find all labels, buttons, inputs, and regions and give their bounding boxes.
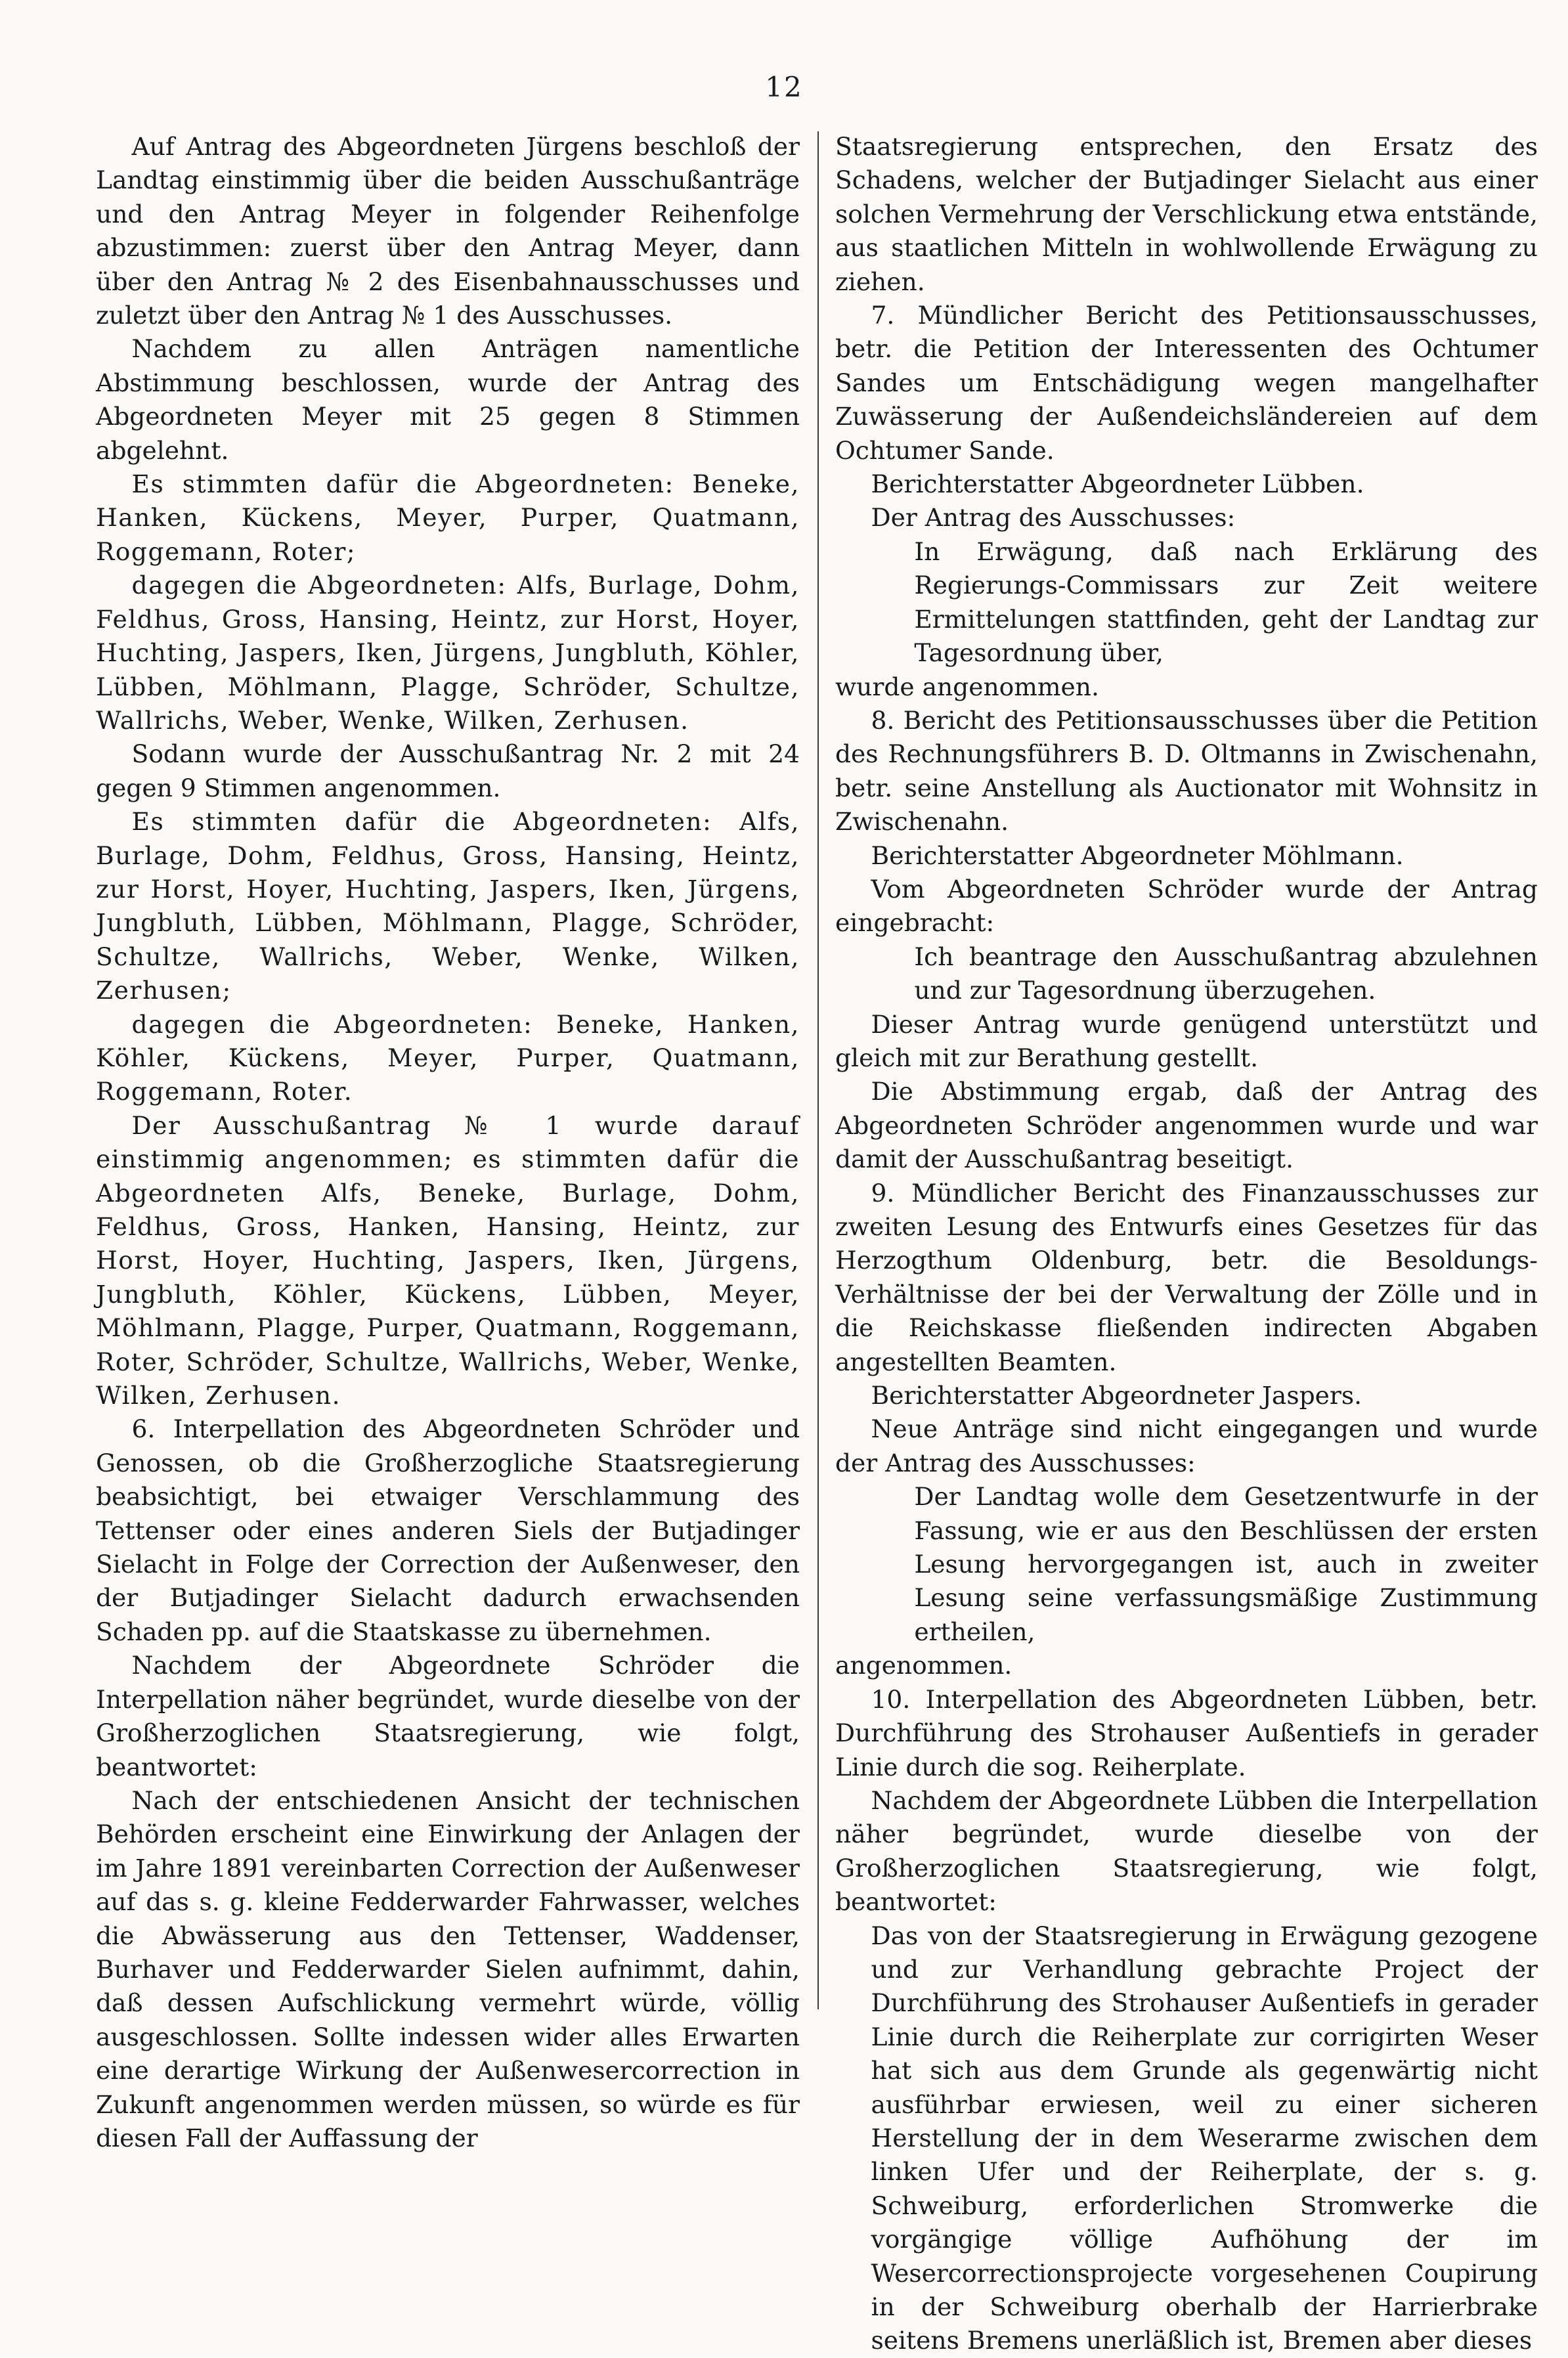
government-answer: Nach der entschiedenen Ansicht der technischen Behörden erscheint eine Einwirkung der Anlagen der im Jahre 1891 vereinbarten Correction der Außenweser auf das s. g. kleine Fedderwarder Fahrwasser, welches die Abwässerung aus den Tettenser, Waddenser, Burhaver und Fedderwarder Sielen aufnimmt, dahin, daß dessen Aufschlickung vermehrt würde, völlig ausgeschlossen. Sollte indessen wider alles Erwarten eine derartige Wirkung der Außenwesercorrection in Zukunft angenommen werden müssen, so würde es für diesen Fall der Auffassung der — [96, 1785, 800, 2152]
vote-for-list: Es stimmten dafür die Abgeordneten: Beneke, Hanken, Kückens, Meyer, Purper, Quatmann, Roggemann, Roter; — [96, 469, 800, 566]
paragraph: Neue Anträge sind nicht eingegangen und wurde der Antrag des Ausschusses: — [835, 1414, 1538, 1477]
page-number: 12 — [765, 71, 803, 103]
paragraph: Auf Antrag des Abgeordneten Jürgens beschloß der Landtag einstimmig über die beiden Ausschußanträge und den Antrag Meyer in folgender Reihenfolge abzustimmen: zuerst über den Antrag Meyer, dann über den Antrag № 2 des Eisenbahnausschusses und zuletzt über den Antrag № 1 des Ausschusses. — [96, 132, 800, 330]
agenda-item-9: 9. Mündlicher Bericht des Finanzausschusses zur zweiten Lesung des Entwurfs eines Gesetzes für das Herzogthum Oldenburg, betr. die Besoldungs-Verhältnisse der bei der Verwaltung der Zölle und in die Reichskasse fließenden indirecten Abgaben angestellten Beamten. — [835, 1178, 1538, 1376]
paragraph: Der Ausschußantrag № 1 wurde darauf einstimmig angenommen; es stimmten dafür die Abgeordneten Alfs, Beneke, Burlage, Dohm, Feldhus, Gross, Hanken, Hansing, Heintz, zur Horst, Hoyer, Huchting, Jaspers, Iken, Jürgens, Jungbluth, Köhler, Kückens, Lübben, Meyer, Möhlmann, Plagge, Purper, Quatmann, Roggemann, Roter, Schröder, Schultze, Wallrichs, Weber, Wenke, Wilken, Zerhusen. — [96, 1110, 800, 1410]
paragraph: Vom Abgeordneten Schröder wurde der Antrag eingebracht: — [835, 874, 1538, 938]
paragraph: Nachdem zu allen Anträgen namentliche Abstimmung beschlossen, wurde der Antrag des Abgeordneten Meyer mit 25 gegen 8 Stimmen abgelehnt. — [96, 334, 800, 465]
agenda-item-8: 8. Bericht des Petitionsausschusses über die Petition des Rechnungsführers B. D. Oltmanns in Zwischenahn, betr. seine Anstellung als Auctionator mit Wohnsitz in Zwischenahn. — [835, 705, 1538, 837]
agenda-item-7: 7. Mündlicher Bericht des Petitionsausschusses, betr. die Petition der Interessenten des Ochtumer Sandes um Entschädigung wegen mangelhafter Zuwässerung der Außendeichsländereien auf dem Ochtumer Sande. — [835, 301, 1538, 465]
rapporteur: Berichterstatter Abgeordneter Lübben. — [871, 469, 1364, 499]
left-column — [96, 130, 800, 2155]
government-answer: Das von der Staatsregierung in Erwägung gezogene und zur Verhandlung gebrachte Project der Durchführung des Strohauser Außentiefs in gerader Linie durch die Reiherplate zur corrigirten Weser hat sich aus dem Grunde als gegenwärtig nicht ausführbar erwiesen, weil zu einer sicheren Herstellung der in dem Weserarme zwischen dem linken Ufer und der Reiherplate, der s. g. Schweiburg, erforderlichen Stromwerke die vorgängige völlige Aufhöhung der im Wesercorrectionsprojecte vorgesehenen Coupirung in der Schweiburg oberhalb der Harrierbrake seitens Bremens unerläßlich ist, Bremen aber dieses — [871, 1921, 1538, 2355]
vote-against-list: dagegen die Abgeordneten: Alfs, Burlage, Dohm, Feldhus, Gross, Hansing, Heintz, zur Horst, Hoyer, Huchting, Jaspers, Iken, Jürgens, Jungbluth, Köhler, Lübben, Möhlmann, Plagge, Schröder, Schultze, Wallrichs, Weber, Wenke, Wilken, Zerhusen. — [96, 571, 800, 735]
rapporteur: Berichterstatter Abgeordneter Möhlmann. — [871, 841, 1404, 870]
paragraph: wurde angenommen. — [835, 672, 1099, 701]
paragraph: Die Abstimmung ergab, daß der Antrag des Abgeordneten Schröder angenommen wurde und war damit der Ausschußantrag beseitigt. — [835, 1077, 1538, 1174]
paragraph: Staatsregierung entsprechen, den Ersatz des Schadens, welcher der Butjadinger Sielacht aus einer solchen Vermehrung der Verschlickung etwa entstände, aus staatlichen Mitteln in wohlwollende Erwägung zu ziehen. — [835, 132, 1538, 296]
agenda-item-10: 10. Interpellation des Abgeordneten Lübben, betr. Durchführung des Strohauser Außentiefs in gerader Linie durch die sog. Reiherplate. — [835, 1684, 1538, 1781]
right-column — [835, 130, 1538, 2358]
paragraph: Nachdem der Abgeordnete Lübben die Interpellation näher begründet, wurde dieselbe von der Großherzoglichen Staatsregierung, wie folgt, beantwortet: — [835, 1785, 1538, 1917]
paragraph: Nachdem der Abgeordnete Schröder die Interpellation näher begründet, wurde dieselbe von der Großherzoglichen Staatsregierung, wie folgt, beantwortet: — [96, 1651, 800, 1781]
motion-text: In Erwägung, daß nach Erklärung des Regierungs-Commissars zur Zeit weitere Ermittelungen stattfinden, geht der Landtag zur Tagesordnung über, — [914, 536, 1538, 668]
paragraph: Dieser Antrag wurde genügend unterstützt und gleich mit zur Berathung gestellt. — [835, 1009, 1538, 1072]
motion-text: Ich beantrage den Ausschußantrag abzulehnen und zur Tagesordnung überzugehen. — [914, 942, 1538, 1005]
vote-against-list: dagegen die Abgeordneten: Beneke, Hanken, Köhler, Kückens, Meyer, Purper, Quatmann, Roggemann, Roter. — [96, 1009, 800, 1106]
motion-text: Der Landtag wolle dem Gesetzentwurfe in der Fassung, wie er aus den Beschlüssen der ersten Lesung hervorgegangen ist, auch in zweiter Lesung seine verfassungsmäßige Zustimmung ertheilen, — [914, 1482, 1538, 1646]
agenda-item-6: 6. Interpellation des Abgeordneten Schröder und Genossen, ob die Großherzogliche Staatsregierung beabsichtigt, bei etwaiger Verschlammung des Tettenser oder eines anderen Siels der Butjadinger Sielacht in Folge der Correction der Außenweser, den der Butjadinger Sielacht dadurch erwachsenden Schaden pp. auf die Staatskasse zu übernehmen. — [96, 1414, 800, 1646]
paragraph: Sodann wurde der Ausschußantrag Nr. 2 mit 24 gegen 9 Stimmen angenommen. — [96, 739, 800, 802]
paragraph: Der Antrag des Ausschusses: — [871, 503, 1236, 533]
paragraph: angenommen. — [835, 1651, 1013, 1680]
rapporteur: Berichterstatter Abgeordneter Jaspers. — [871, 1381, 1362, 1410]
vote-for-list: Es stimmten dafür die Abgeordneten: Alfs, Burlage, Dohm, Feldhus, Gross, Hansing, Heintz, zur Horst, Hoyer, Huchting, Jaspers, Iken, Jürgens, Jungbluth, Lübben, Möhlmann, Plagge, Schröder, Schultze, Wallrichs, Weber, Wenke, Wilken, Zerhusen; — [96, 807, 800, 1005]
column-divider — [817, 131, 819, 2009]
